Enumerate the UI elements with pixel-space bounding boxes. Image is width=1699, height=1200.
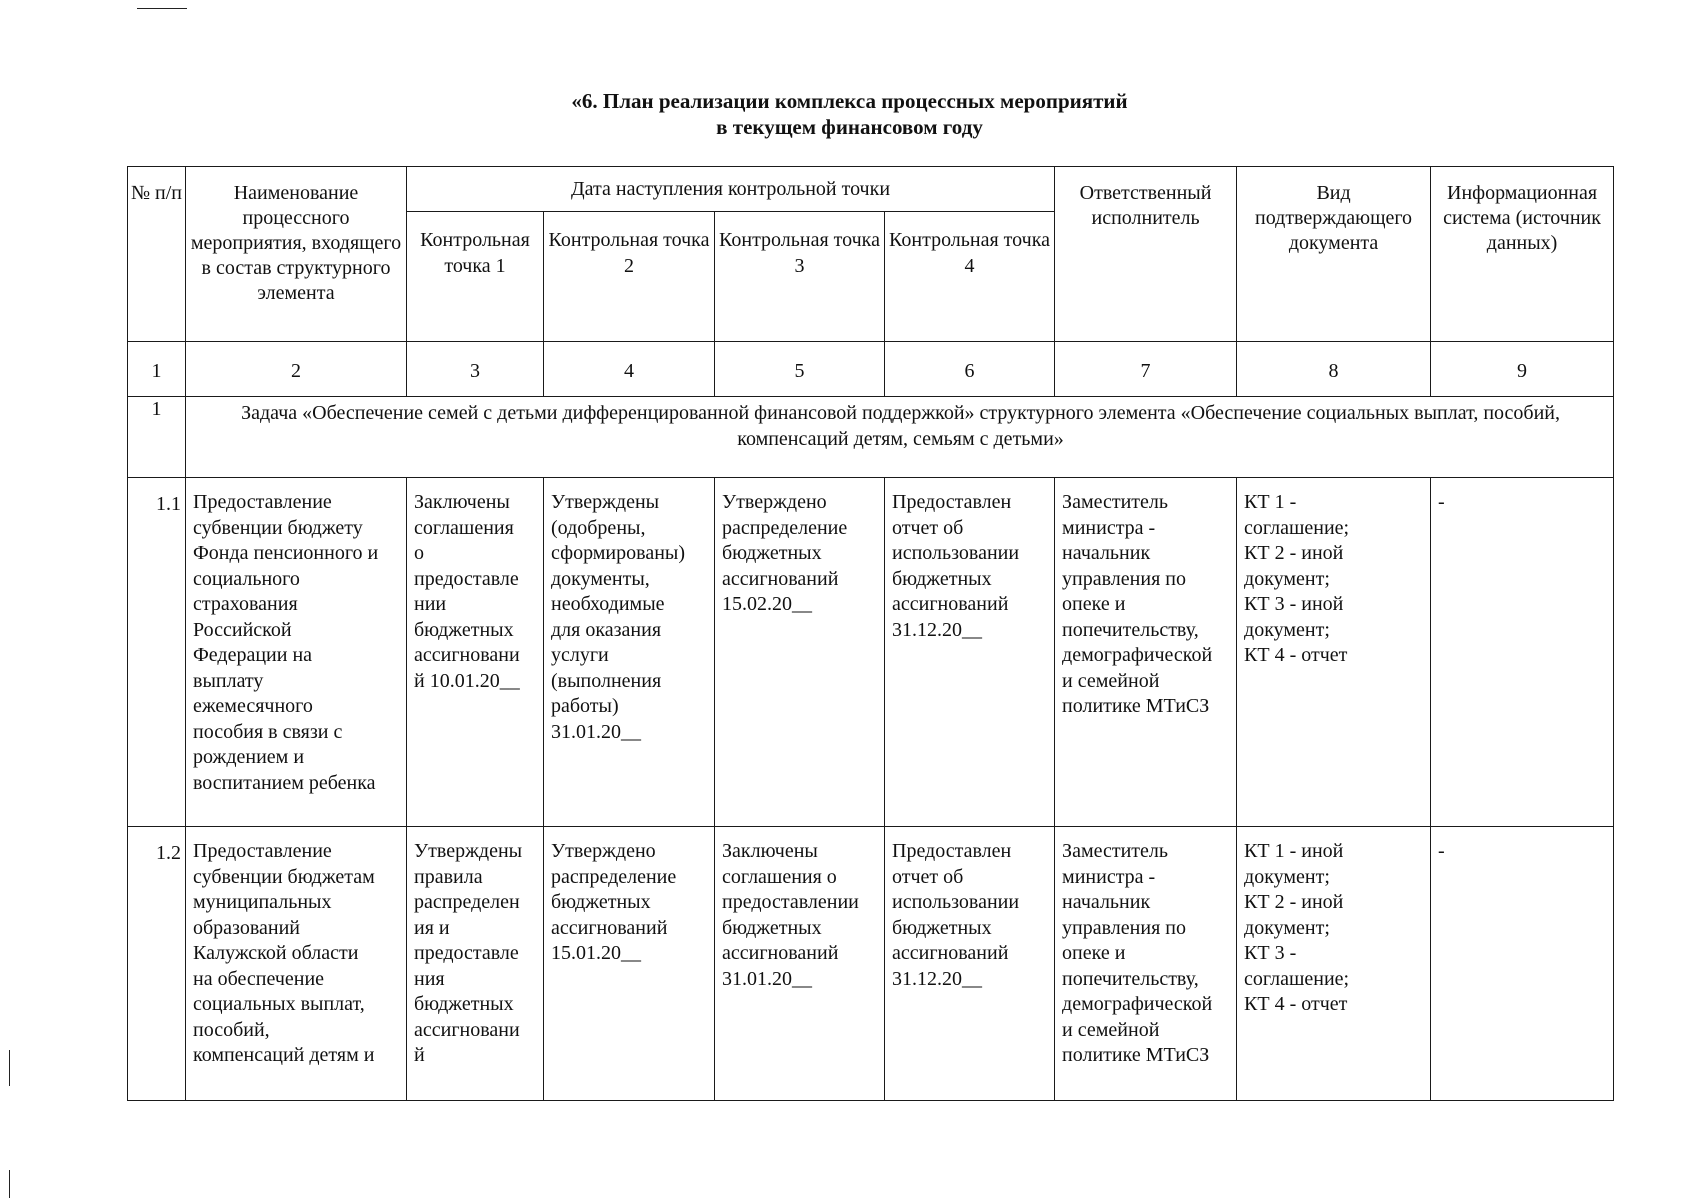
column-number-row: [128, 342, 1614, 397]
plan-table: [127, 166, 1614, 1101]
column-number: 1: [128, 342, 186, 397]
responsible-text: Заместитель министра - начальник управления по опеке и попечительству, демографической и семейной политике МТиСЗ: [1062, 840, 1213, 1066]
column-number: 6: [885, 342, 1055, 397]
column-number: 7: [1055, 342, 1237, 397]
header-info-system: Информационная система (источник данных): [1431, 167, 1614, 342]
title-line-2: в текущем финансовом году: [716, 115, 983, 139]
activity-name: Предоставление субвенции бюджетам муниципальных образований Калужской области на обеспечение социальных выплат, пособий, компенсаций детям и: [193, 840, 375, 1066]
scan-artifact-left-2: [9, 1170, 10, 1198]
kt1-text: Утверждены правила распределен ия и предоставле ния бюджетных ассигновани й: [414, 840, 523, 1066]
kt2-text: Утверждено распределение бюджетных ассигнований 15.01.20__: [551, 840, 677, 964]
kt1-cell: [407, 478, 544, 827]
kt2-text: Утверждены (одобрены, сформированы) документы, необходимые для оказания услуги (выполнения работы) 31.01.20__: [551, 491, 685, 743]
column-number: 5: [715, 342, 885, 397]
header-kt3: Контрольная точка 3: [715, 212, 885, 342]
header-doc-type: Вид подтверждающего документа: [1237, 167, 1431, 342]
kt4-cell: [885, 827, 1055, 1101]
scan-artifact-top: [137, 8, 187, 9]
doc-type-text: КТ 1 - иной документ; КТ 2 - иной документ; КТ 3 - соглашение; КТ 4 - отчет: [1244, 840, 1350, 1015]
task-description: Задача «Обеспечение семей с детьми дифференцированной финансовой поддержкой» структурного элемента «Обеспечение социальных выплат, пособий, компенсаций детям, семьям с детьми»: [186, 397, 1614, 478]
header-kt2: Контрольная точка 2: [544, 212, 715, 342]
kt1-cell: [407, 827, 544, 1101]
header-responsible: Ответственный исполнитель: [1055, 167, 1237, 342]
info-system-text: -: [1438, 840, 1445, 862]
kt1-text: Заключены соглашения о предоставле нии бюджетных ассигновани й 10.01.20__: [414, 491, 520, 692]
kt4-cell: [885, 478, 1055, 827]
document-title: [0, 88, 1699, 140]
responsible-cell: [1055, 478, 1237, 827]
kt3-text: Заключены соглашения о предоставлении бюджетных ассигнований 31.01.20__: [722, 840, 859, 990]
responsible-text: Заместитель министра - начальник управления по опеке и попечительству, демографической и семейной политике МТиСЗ: [1062, 491, 1213, 717]
kt3-cell: [715, 478, 885, 827]
column-number: 8: [1237, 342, 1431, 397]
doc-type-cell: [1237, 478, 1431, 827]
header-name: Наименование процессного мероприятия, входящего в состав структурного элемента: [186, 167, 407, 342]
info-system-cell: [1431, 827, 1614, 1101]
table-row: [128, 827, 1614, 1101]
row-index: 1.1: [128, 478, 186, 827]
header-kt1: Контрольная точка 1: [407, 212, 544, 342]
info-system-text: -: [1438, 491, 1445, 513]
activity-name-cell: [186, 827, 407, 1101]
column-number: 4: [544, 342, 715, 397]
header-num: № п/п: [128, 167, 186, 342]
kt4-text: Предоставлен отчет об использовании бюджетных ассигнований 31.12.20__: [892, 840, 1020, 990]
scan-artifact-left-1: [9, 1050, 10, 1086]
task-index: 1: [128, 397, 186, 478]
row-index: 1.2: [128, 827, 186, 1101]
column-number: 9: [1431, 342, 1614, 397]
kt4-text: Предоставлен отчет об использовании бюджетных ассигнований 31.12.20__: [892, 491, 1020, 641]
info-system-cell: [1431, 478, 1614, 827]
column-number: 2: [186, 342, 407, 397]
header-kt4: Контрольная точка 4: [885, 212, 1055, 342]
responsible-cell: [1055, 827, 1237, 1101]
task-row: [128, 397, 1614, 478]
activity-name: Предоставление субвенции бюджету Фонда пенсионного и социального страхования Российской Федерации на выплату ежемесячного пособия в связи с рождением и воспитанием ребенка: [193, 491, 379, 794]
title-line-1: «6. План реализации комплекса процессных мероприятий: [571, 89, 1128, 113]
doc-type-text: КТ 1 - соглашение; КТ 2 - иной документ; КТ 3 - иной документ; КТ 4 - отчет: [1244, 491, 1350, 666]
kt2-cell: [544, 478, 715, 827]
activity-name-cell: [186, 478, 407, 827]
kt3-text: Утверждено распределение бюджетных ассигнований 15.02.20__: [722, 491, 848, 615]
doc-type-cell: [1237, 827, 1431, 1101]
header-row-1: [128, 167, 1614, 212]
header-date-group: Дата наступления контрольной точки: [407, 167, 1055, 212]
column-number: 3: [407, 342, 544, 397]
table-row: [128, 478, 1614, 827]
kt3-cell: [715, 827, 885, 1101]
kt2-cell: [544, 827, 715, 1101]
